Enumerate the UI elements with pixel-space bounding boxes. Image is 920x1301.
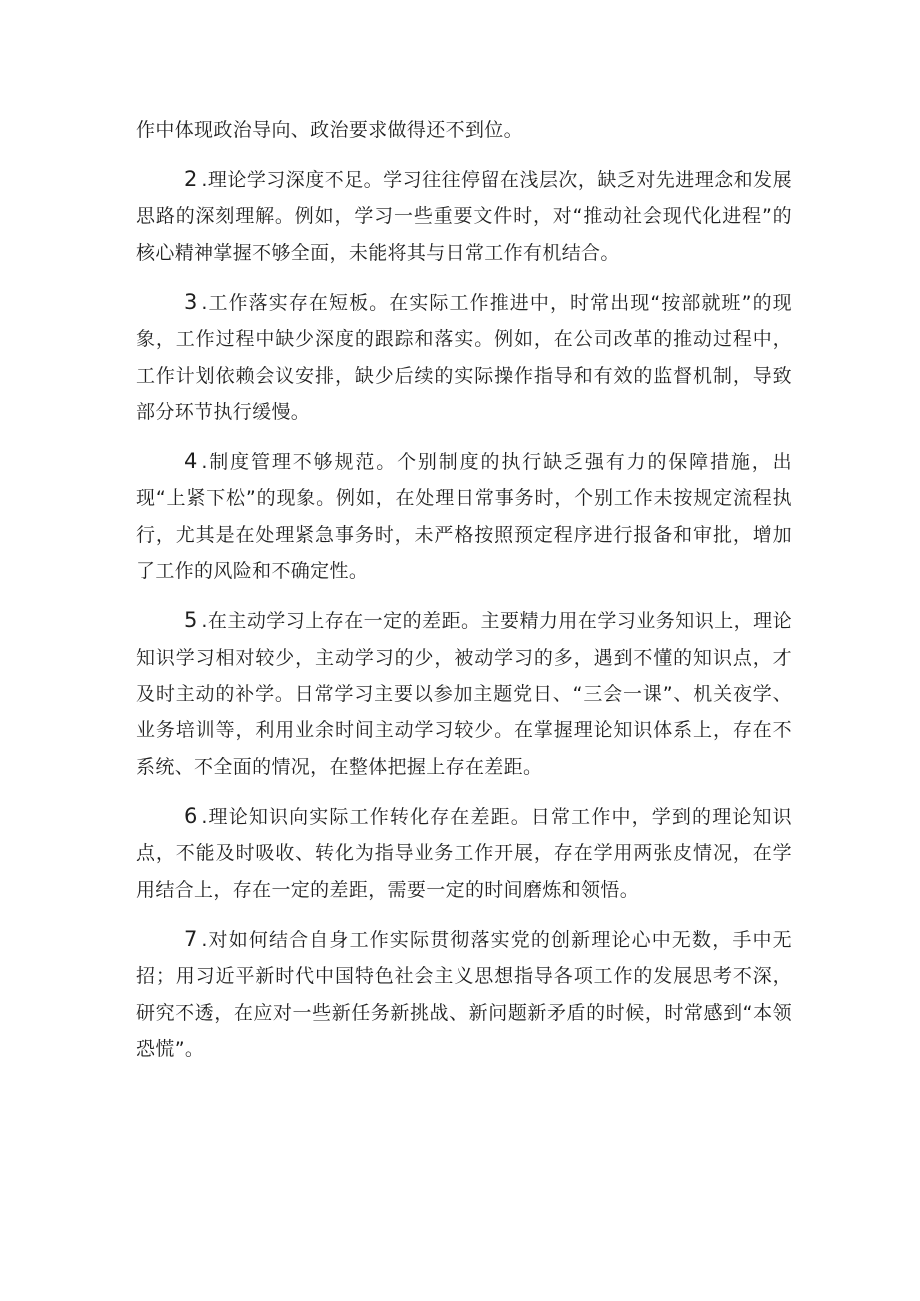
paragraph-text: 作中体现政治导向、政治要求做得还不到位。 — [136, 119, 524, 141]
paragraph-text: .工作落实存在短板。在实际工作推进中，时常出现“按部就班”的现象，工作过程中缺少深度的跟踪和落实。例如，在公司改革的推动过程中，工作计划依赖会议安排，缺少后续的实际操作指导和有效的监督机制，导致部分环节执行缓慢。 — [136, 291, 792, 424]
paragraph-number: 7 — [184, 926, 198, 951]
paragraph-text: .在主动学习上存在一定的差距。主要精力用在学习业务知识上，理论知识学习相对较少，主动学习的少，被动学习的多，遇到不懂的知识点，才及时主动的补学。日常学习主要以参加主题党日、“三会一课”、机关夜学、业务培训等，利用业余时间主动学习较少。在掌握理论知识体系上，存在不系统、不全面的情况，在整体把握上存在差距。 — [136, 610, 792, 778]
paragraph-text: .理论学习深度不足。学习往往停留在浅层次，缺乏对先进理念和发展思路的深刻理解。例如，学习一些重要文件时，对“推动社会现代化进程”的核心精神掌握不够全面，未能将其与日常工作有机结合。 — [136, 169, 792, 264]
paragraph-number: 2 — [184, 167, 198, 191]
paragraph-item-3 — [136, 284, 792, 431]
paragraph-number: 5 — [184, 608, 198, 633]
document-body — [136, 112, 792, 1080]
paragraph-text: .制度管理不够规范。个别制度的执行缺乏强有力的保障措施，出现“上紧下松”的现象。例如，在处理日常事务时，个别工作未按规定流程执行，尤其是在处理紧急事务时，未严格按照预定程序进行报备和审批，增加了工作的风险和不确定性。 — [136, 451, 792, 583]
paragraph-item-2 — [136, 161, 792, 271]
paragraph-item-5 — [136, 602, 792, 785]
paragraph-item-7 — [136, 921, 792, 1068]
paragraph-number: 6 — [184, 803, 198, 828]
paragraph-item-4 — [136, 443, 792, 590]
paragraph-continuation — [136, 112, 792, 148]
paragraph-text: .理论知识向实际工作转化存在差距。日常工作中，学到的理论知识点，不能及时吸收、转化为指导业务工作开展，存在学用两张皮情况，在学用结合上，存在一定的差距，需要一定的时间磨炼和领悟。 — [136, 805, 792, 901]
paragraph-number: 4 — [184, 449, 198, 474]
paragraph-number: 3 — [184, 289, 198, 314]
paragraph-text: .对如何结合自身工作实际贯彻落实党的创新理论心中无数，手中无招；用习近平新时代中国特色社会主义思想指导各项工作的发展思考不深，研究不透，在应对一些新任务新挑战、新问题新矛盾的时候，时常感到“本领恐慌”。 — [136, 928, 792, 1060]
paragraph-item-6 — [136, 798, 792, 908]
